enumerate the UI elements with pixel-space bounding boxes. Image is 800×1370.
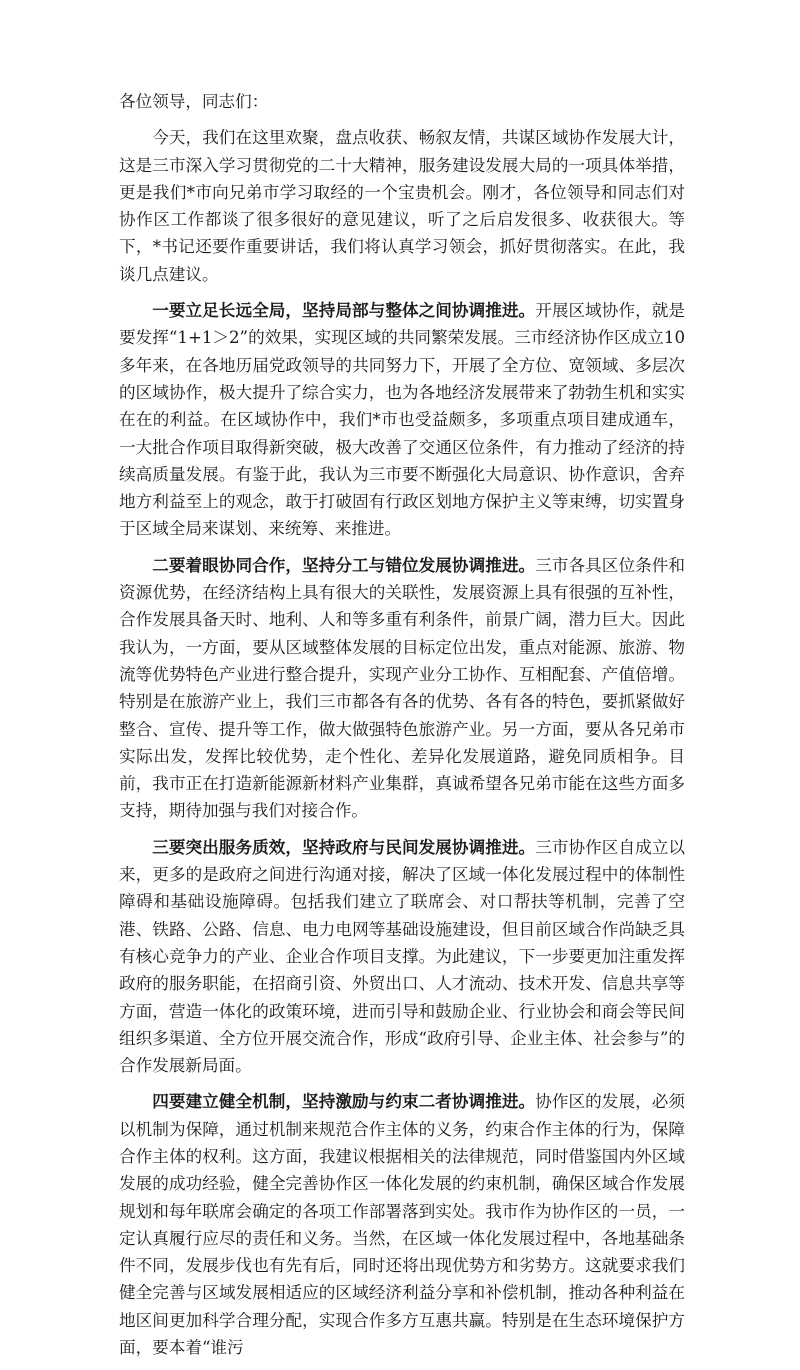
paragraph-lead: 四要建立健全机制，坚持激励与约束二者协调推进。 <box>152 1091 536 1112</box>
paragraph-lead: 一要立足长远全局，坚持局部与整体之间协调推进。 <box>152 300 536 321</box>
paragraph-body: 协作区的发展，必须以机制为保障，通过机制来规范合作主体的义务，约束合作主体的行为，保障合作主体的权利。这方面，我建议根据相关的法律规范，同时借鉴国内外区域发展的成功经验，健全完善协作区一体化发展的约束机制，确保区域合作发展规划和每年联席会确定的各项工作部署落到实处。我市作为协作区的一员，一定认真履行应尽的责任和义务。当然，在区域一体化发展过程中，各地基础条件不同，发展步伐也有先有后，同时还将出现优势方和劣势方。这就要求我们健全完善与区域发展相适应的区域经济利益分享和补偿机制，推动各种利益在地区间更加科学合理分配，实现合作多方互惠共赢。特别是在生态环境保护方面，要本着“谁污 <box>119 1092 685 1358</box>
paragraph-body: 开展区域协作，就是要发挥“1+1＞2”的效果，实现区域的共同繁荣发展。三市经济协作区成立10多年来，在各地历届党政领导的共同努力下，开展了全方位、宽领域、多层次的区域协作，极大提升了综合实力，也为各地经济发展带来了勃勃生机和实实在在的利益。在区域协作中，我们*市也受益颇多，多项重点项目建成通车，一大批合作项目取得新突破，极大改善了交通区位条件，有力推动了经济的持续高质量发展。有鉴于此，我认为三市要不断强化大局意识、协作意识，舍弃地方利益至上的观念，敢于打破固有行政区划地方保护主义等束缚，切实置身于区域全局来谋划、来统筹、来推进。 <box>119 301 685 539</box>
salutation: 各位领导，同志们： <box>119 92 269 111</box>
paragraph-body: 今天，我们在这里欢聚，盘点收获、畅叙友情，共谋区域协作发展大计，这是三市深入学习贯彻党的二十大精神，服务建设发展大局的一项具体举措，更是我们*市向兄弟市学习取经的一个宝贵机会。刚才，各位领导和同志们对协作区工作都谈了很多很好的意见建议，听了之后启发很多、收获很大。等下，*书记还要作重要讲话，我们将认真学习领会，抓好贯彻落实。在此，我谈几点建议。 <box>119 128 685 284</box>
paragraph-point-three <box>119 834 685 1080</box>
paragraph-opening <box>119 124 685 288</box>
paragraph-lead: 二要着眼协同合作，坚持分工与错位发展协调推进。 <box>152 554 536 575</box>
document-page <box>119 88 685 1370</box>
paragraph-body: 三市协作区自成立以来，更多的是政府之间进行沟通对接，解决了区域一体化发展过程中的体制性障碍和基础设施障碍。包括我们建立了联席会、对口帮扶等机制，完善了空港、铁路、公路、信息、电力电网等基础设施建设，但目前区域合作尚缺乏具有核心竞争力的产业、企业合作项目支撑。为此建议，下一步要更加注重发挥政府的服务职能，在招商引资、外贸出口、人才流动、技术开发、信息共享等方面，营造一体化的政策环境，进而引导和鼓励企业、行业协会和商会等民间组织多渠道、全方位开展交流合作，形成“政府引导、企业主体、社会参与”的合作发展新局面。 <box>119 837 685 1076</box>
paragraph-body: 三市各具区位条件和资源优势，在经济结构上具有很大的关联性，发展资源上具有很强的互补性，合作发展具备天时、地利、人和等多重有利条件，前景广阔，潜力巨大。因此我认为，一方面，要从区域整体发展的目标定位出发，重点对能源、旅游、物流等优势特色产业进行整合提升，实现产业分工协作、互相配套、产值倍增。特别是在旅游产业上，我们三市都各有各的优势、各有各的特色，要抓紧做好整合、宣传、提升等工作，做大做强特色旅游产业。另一方面，要从各兄弟市实际出发，发挥比较优势，走个性化、差异化发展道路，避免同质相争。目前，我市正在打造新能源新材料产业集群，真诚希望各兄弟市能在这些方面多支持，期待加强与我们对接合作。 <box>119 555 685 821</box>
paragraph-point-one <box>119 297 685 543</box>
paragraph-point-two <box>119 552 685 825</box>
paragraph-point-four <box>119 1088 685 1361</box>
paragraph-lead: 三要突出服务质效，坚持政府与民间发展协调推进。 <box>152 836 536 857</box>
